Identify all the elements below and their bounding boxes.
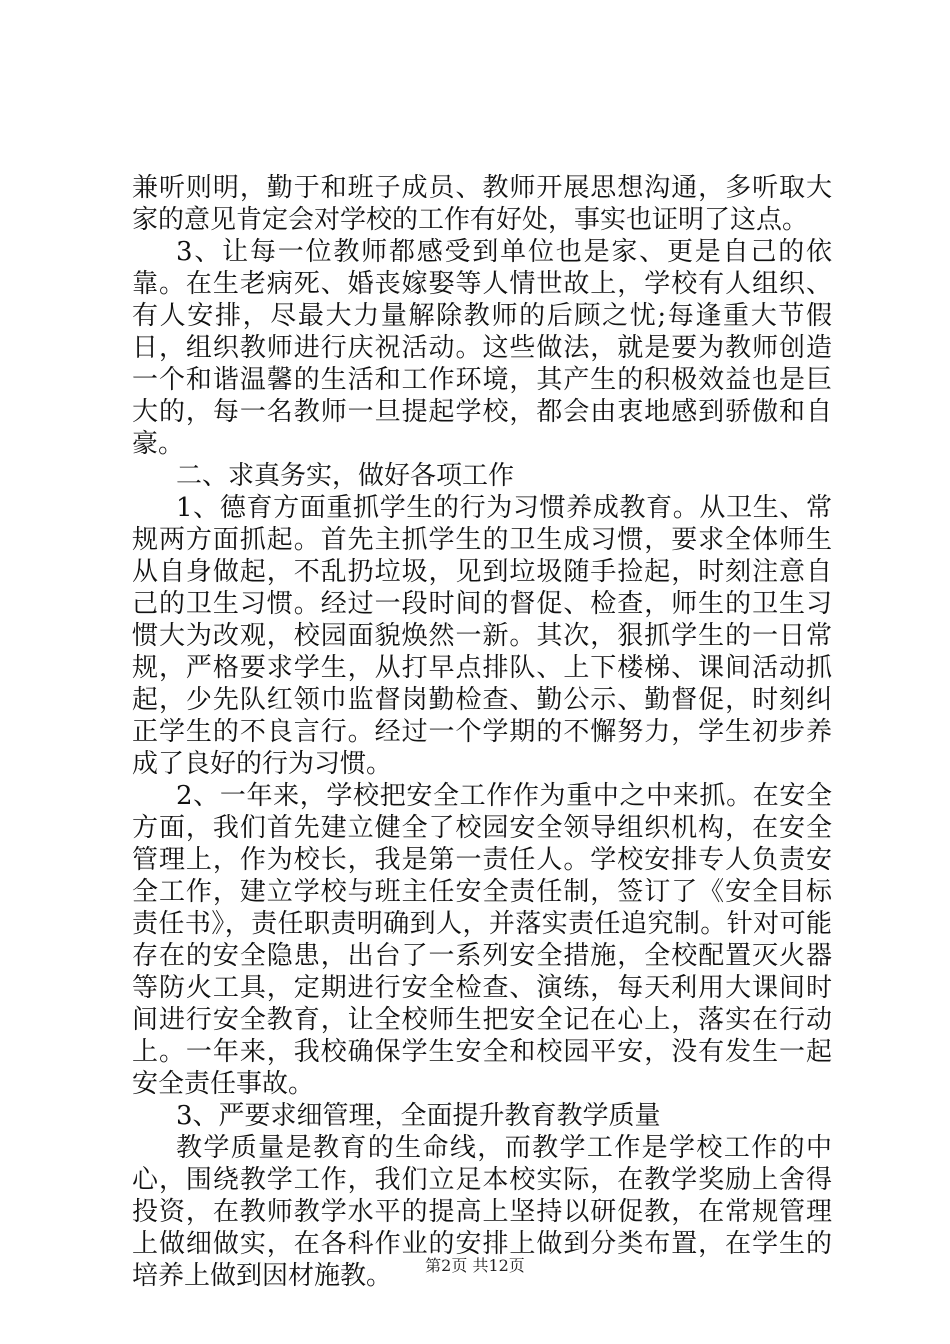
paragraph-moral-education: 1、德育方面重抓学生的行为习惯养成教育。从卫生、常规两方面抓起。首先主抓学生的卫生成习惯，要求全体师生从自身做起，不乱扔垃圾，见到垃圾随手捡起，时刻注意自己的卫生习惯。经过一段时间的督促、检查，师生的卫生习惯大为改观，校园面貌焕然一新。其次，狠抓学生的一日常规，严格要求学生，从打早点排队、上下楼梯、课间活动抓起，少先队红领巾监督岗勤检查、勤公示、勤督促，时刻纠正学生的不良言行。经过一个学期的不懈努力，学生初步养成了良好的行为习惯。 <box>132 493 832 779</box>
document-body <box>132 172 832 1292</box>
subheading-teaching-quality: 3、严要求细管理，全面提升教育教学质量 <box>176 1101 661 1131</box>
paragraph-teaching-quality: 教学质量是教育的生命线，而教学工作是学校工作的中心，围绕教学工作，我们立足本校实际，在教学奖励上舍得投资，在教师教学水平的提高上坚持以研促教，在常规管理上做细做实，在各科作业的安排上做到分类布置，在学生的培养上做到因材施教。 <box>132 1133 832 1291</box>
paragraph-teacher-care: 3、让每一位教师都感受到单位也是家、更是自己的依靠。在生老病死、婚丧嫁娶等人情世故上，学校有人组织、有人安排，尽最大力量解除教师的后顾之忧;每逢重大节假日，组织教师进行庆祝活动。这些做法，就是要为教师创造一个和谐温馨的生活和工作环境，其产生的积极效益也是巨大的，每一名教师一旦提起学校，都会由衷地感到骄傲和自豪。 <box>132 237 832 459</box>
page-number-footer: 第2页 共12页 <box>425 1256 525 1275</box>
paragraph-continuation: 兼听则明，勤于和班子成员、教师开展思想沟通，多听取大家的意见肯定会对学校的工作有好处，事实也证明了这点。 <box>132 173 832 235</box>
paragraph-safety-work: 2、一年来，学校把安全工作作为重中之中来抓。在安全方面，我们首先建立健全了校园安全领导组织机构，在安全管理上，作为校长，我是第一责任人。学校安排专人负责安全工作，建立学校与班主任安全责任制，签订了《安全目标责任书》，责任职责明确到人，并落实责任追究制。针对可能存在的安全隐患，出台了一系列安全措施，全校配置灭火器等防火工具，定期进行安全检查、演练，每天利用大课间时间进行安全教育，让全校师生把安全记在心上，落实在行动上。一年来，我校确保学生安全和校园平安，没有发生一起安全责任事故。 <box>132 781 832 1099</box>
section-heading-2: 二、求真务实，做好各项工作 <box>176 461 515 491</box>
